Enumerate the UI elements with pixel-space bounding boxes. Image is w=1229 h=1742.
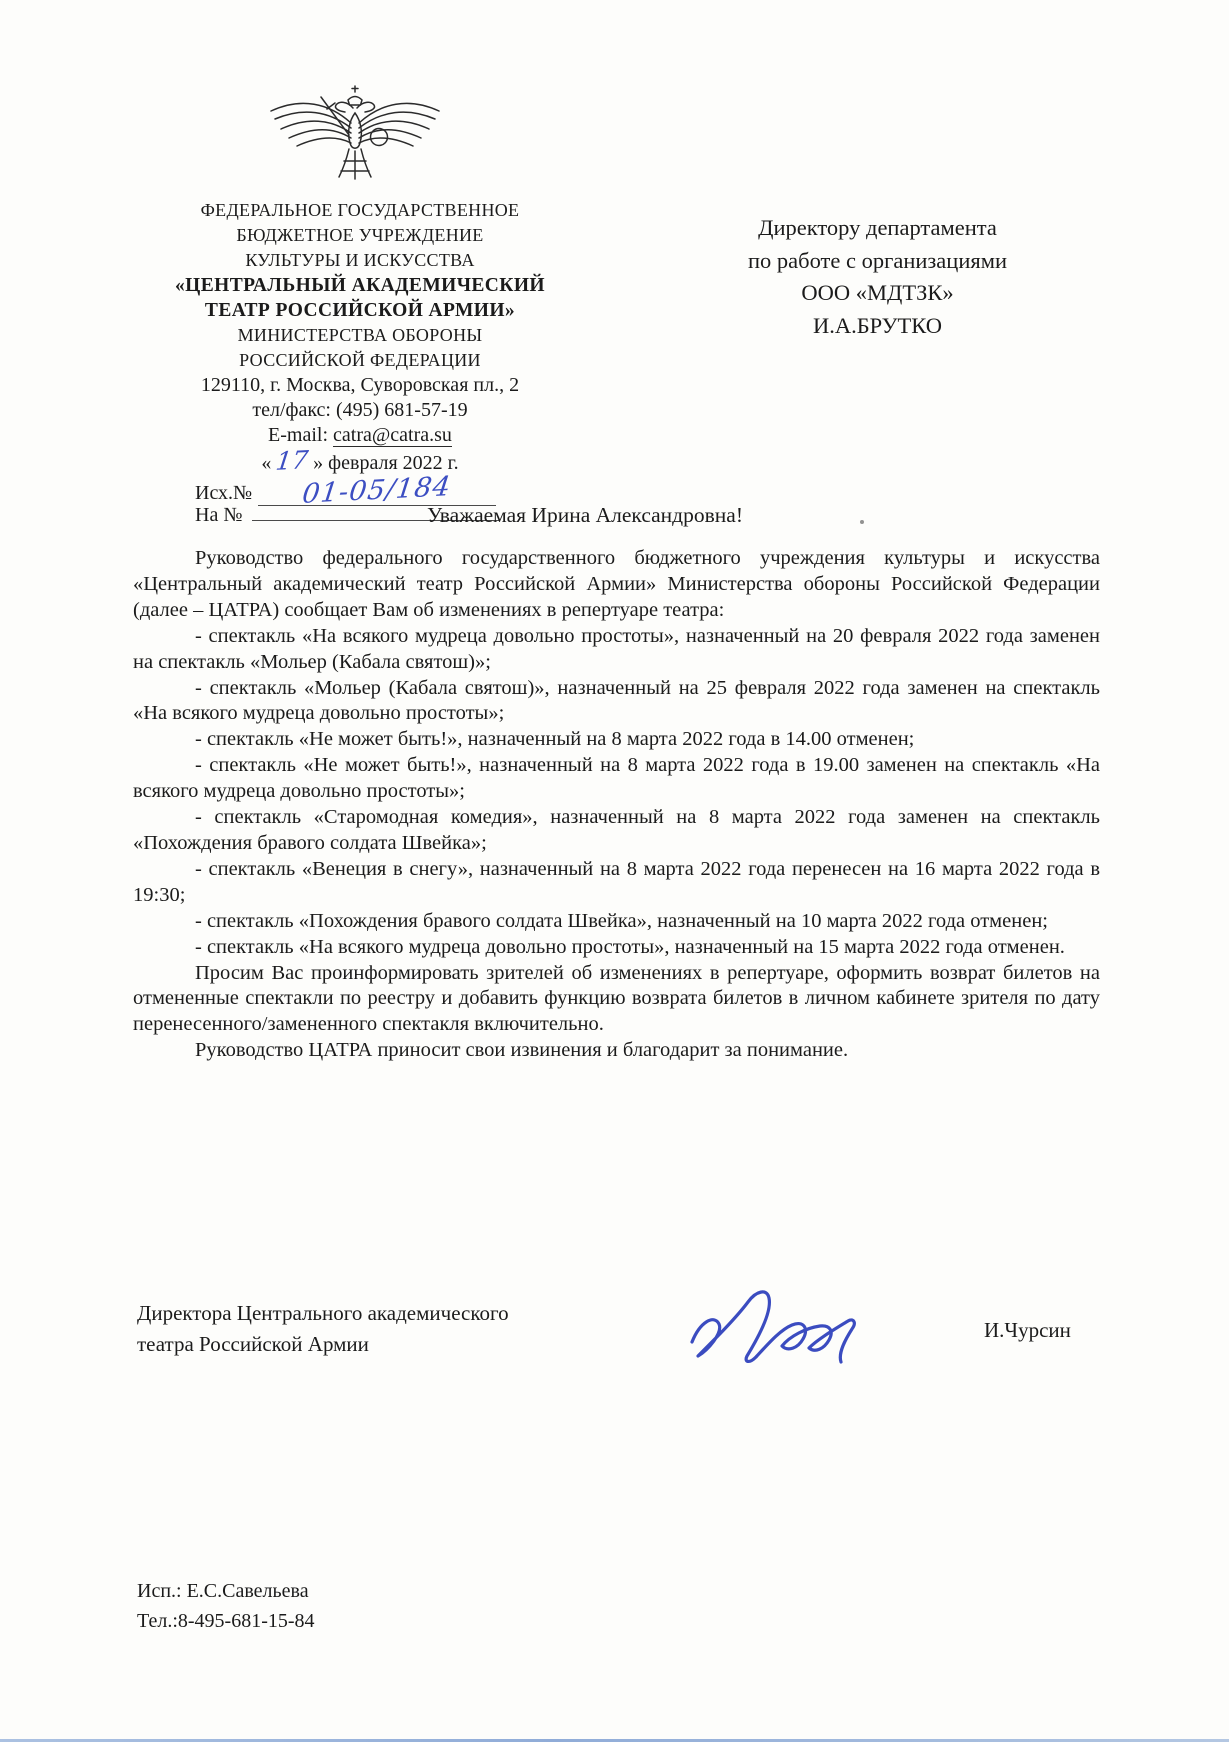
org-line: ФЕДЕРАЛЬНОЕ ГОСУДАРСТВЕННОЕ [200, 200, 520, 220]
salutation: Уважаемая Ирина Александровна! [427, 503, 743, 527]
repertoire-change-item: - спектакль «Не может быть!», назначенный на 8 марта 2022 года в 19.00 заменен на спектакль «На всякого мудреца довольно простоты»; [133, 754, 1100, 803]
email-line [100, 423, 620, 448]
phone-line: тел/факс: (495) 681-57-19 [252, 399, 468, 421]
letterhead [100, 198, 620, 531]
ministry-of-defense-eagle-emblem-icon [267, 84, 443, 186]
recipient-line: по работе с организациями [748, 247, 1007, 273]
body-paragraph-intro: Руководство федерального государственного бюджетного учреждения культуры и искусства «Центральный академический театр Российской Армии» Министерства обороны Российской Федерации (далее – ЦАТРА) сообщает Вам об изменениях в репертуаре театра: [133, 547, 1100, 621]
handwritten-outgoing-number: 01-05/184 [300, 471, 454, 510]
org-name-line: ТЕАТР РОССИЙСКОЙ АРМИИ» [204, 300, 516, 321]
repertoire-change-item: - спектакль «Венеция в снегу», назначенный на 8 марта 2022 года перенесен на 16 марта 2022 года в 19:30; [133, 857, 1100, 906]
org-name-line: «ЦЕНТРАЛЬНЫЙ АКАДЕМИЧЕСКИЙ [175, 275, 545, 296]
repertoire-change-item: - спектакль «На всякого мудреца довольно простоты», назначенный на 15 марта 2022 года отменен. [195, 935, 1065, 958]
repertoire-change-item: - спектакль «Мольер (Кабала святош)», назначенный на 25 февраля 2022 года заменен на спектакль «На всякого мудреца довольно простоты»; [133, 676, 1100, 725]
repertoire-change-item: - спектакль «Старомодная комедия», назначенный на 8 марта 2022 года заменен на спектакль «Похождения бравого солдата Швейка»; [133, 806, 1100, 854]
recipient-line: ООО «МДТЗК» [801, 280, 954, 305]
address-line: 129110, г. Москва, Суворовская пл., 2 [200, 374, 520, 396]
recipient-line: И.А.БРУТКО [813, 312, 942, 338]
recipient-block [640, 212, 1115, 342]
repertoire-change-item: - спектакль «На всякого мудреца довольно простоты», назначенный на 20 февраля 2022 года заменен на спектакль «Мольер (Кабала святош)»; [133, 624, 1100, 673]
org-line: КУЛЬТУРЫ И ИСКУССТВА [245, 250, 475, 270]
handwritten-date-day: 17 [274, 445, 311, 476]
ministry-line: РОССИЙСКОЙ ФЕДЕРАЦИИ [239, 350, 481, 370]
signature-title [137, 1298, 509, 1360]
signature-title-line: театра Российской Армии [137, 1332, 369, 1356]
executor-block [137, 1576, 315, 1636]
letter-body [133, 546, 1100, 1064]
body-paragraph-apology: Руководство ЦАТРА приносит свои извинения и благодарит за понимание. [195, 1039, 849, 1062]
handwritten-signature [678, 1280, 898, 1380]
email-address: catra@catra.su [333, 424, 452, 446]
recipient-line: Директору департамента [758, 215, 997, 240]
repertoire-change-item: - спектакль «Похождения бравого солдата Швейка», назначенный на 10 марта 2022 года отменен; [195, 909, 1048, 932]
outgoing-number-line [195, 471, 620, 510]
incoming-label: На № [195, 504, 243, 526]
executor-phone-line: Тел.:8-495-681-15-84 [137, 1610, 315, 1632]
org-line: БЮДЖЕТНОЕ УЧРЕЖДЕНИЕ [236, 225, 484, 245]
signature-title-line: Директора Центрального академического [137, 1301, 509, 1325]
signer-name: И.Чурсин [984, 1318, 1071, 1342]
body-paragraph-request: Просим Вас проинформировать зрителей об изменениях в репертуаре, оформить возврат билетов на отмененные спектакли по реестру и добавить функцию возврата билетов в личном кабинете зрителя по дату перенесенного/замененного спектакля включительно. [133, 961, 1100, 1036]
date-line: « 17 » февраля 2022 г. [261, 445, 459, 476]
outgoing-number-underline [258, 471, 496, 510]
email-label: E-mail: [268, 424, 334, 446]
repertoire-change-item: - спектакль «Не может быть!», назначенный на 8 марта 2022 года в 14.00 отменен; [195, 728, 915, 751]
executor-line: Исп.: Е.С.Савельева [137, 1580, 309, 1602]
ministry-line: МИНИСТЕРСТВА ОБОРОНЫ [237, 325, 483, 345]
outgoing-label: Исх.№ [195, 482, 253, 504]
